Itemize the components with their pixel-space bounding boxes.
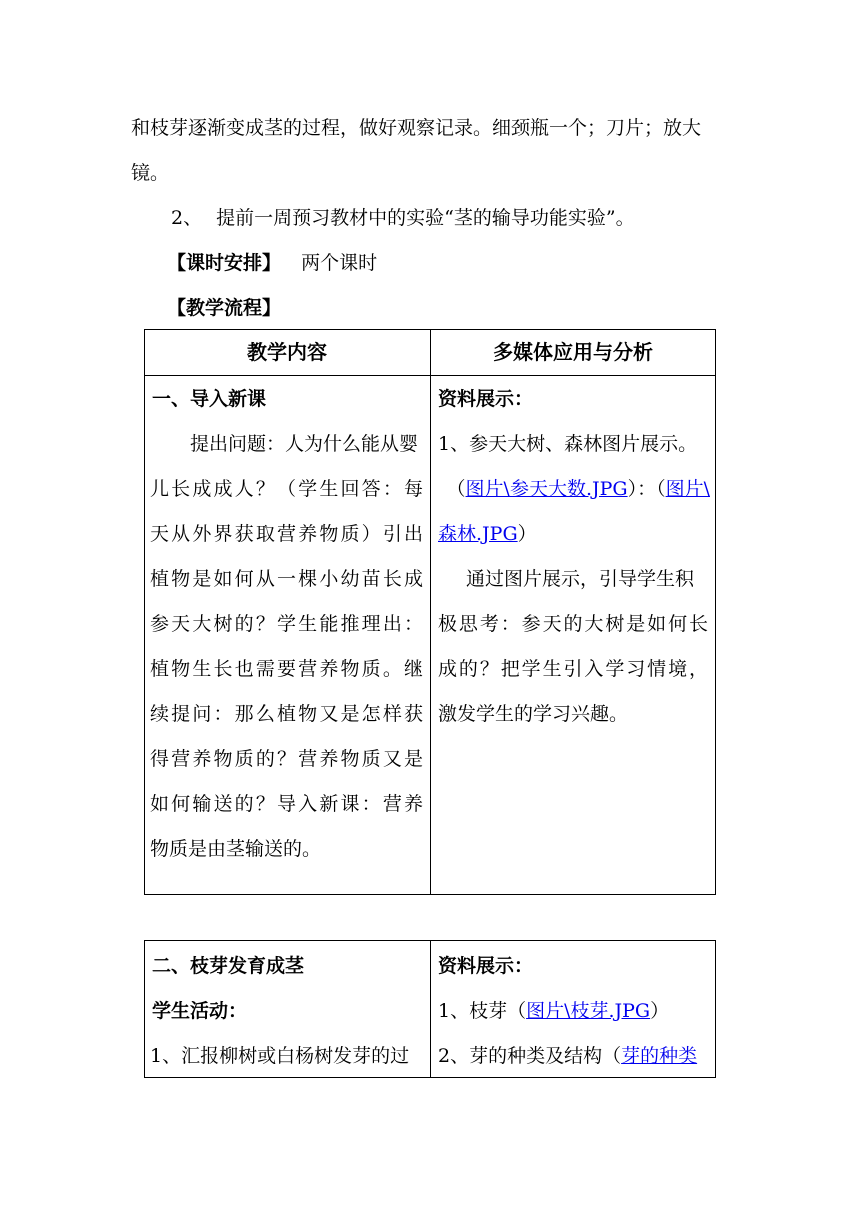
left-text-line: 儿长成成人？（学生回答：每 [150, 478, 423, 500]
left-text-line: 提出问题：人为什么能从婴 [190, 433, 419, 455]
resource-item-bud [438, 999, 669, 1023]
right-text-line: 通过图片展示，引导学生积 [466, 568, 695, 590]
table-header-content: 教学内容 [247, 340, 327, 364]
table-1-column-divider [430, 329, 431, 895]
link-tall-tree-image[interactable]: 图片\参天大数.JPG [465, 478, 628, 500]
table-1-header-divider [144, 375, 716, 376]
schedule-label: 【课时安排】 [167, 252, 282, 274]
item-number: 2、 [171, 207, 203, 229]
left-text-line: 天从外界获取营养物质）引出 [150, 523, 423, 545]
right-text-line: 极思考：参天的大树是如何长 [438, 613, 708, 635]
item-suffix: ） [650, 1000, 670, 1022]
schedule-value: 两个课时 [301, 252, 378, 274]
paren: ） [517, 523, 537, 545]
section-2-title: 二、枝芽发育成茎 [152, 955, 305, 977]
left-text-line: 续提问：那么植物又是怎样获 [150, 703, 423, 725]
intro-line-2: 镜。 [131, 162, 170, 184]
link-forest-image-part1[interactable]: 图片\ [665, 478, 710, 500]
section-1-title: 一、导入新课 [152, 388, 267, 410]
table-2-column-divider [430, 940, 431, 1078]
right-text-line: 成的？把学生引入学习情境， [438, 658, 708, 680]
left-text-line: 植物生长也需要营养物质。继 [150, 658, 423, 680]
intro-line-1: 和枝芽逐渐变成茎的过程，做好观察记录。细颈瓶一个；刀片；放大 [131, 117, 702, 139]
table-header-media: 多媒体应用与分析 [493, 340, 653, 364]
link-bud-image[interactable]: 图片\枝芽.JPG [526, 1000, 651, 1022]
resource-links-line-2 [438, 522, 537, 546]
left-text-line: 物质是由茎输送的。 [150, 838, 322, 860]
flow-label: 【教学流程】 [167, 297, 282, 319]
link-forest-image-part2[interactable]: 森林.JPG [438, 523, 518, 545]
student-activity-label: 学生活动： [152, 1000, 248, 1022]
resource-links-line [438, 477, 710, 501]
left-text-line: 植物是如何从一棵小幼苗长成 [150, 568, 423, 590]
resource-title-2: 资料展示： [438, 955, 534, 977]
item-prefix: 2、芽的种类及结构（ [438, 1045, 622, 1067]
resource-item-1: 1、参天大树、森林图片展示。 [438, 433, 698, 455]
right-text-line: 激发学生的学习兴趣。 [438, 703, 629, 725]
intro-item-2 [171, 206, 635, 230]
separator: ）：（ [627, 478, 666, 500]
item-prefix: 1、枝芽（ [438, 1000, 527, 1022]
link-bud-types[interactable]: 芽的种类 [621, 1045, 698, 1067]
resource-item-bud-types [438, 1044, 697, 1068]
left-text-line: 如何输送的？导入新课：营养 [150, 793, 423, 815]
activity-line-1: 1、汇报柳树或白杨树发芽的过 [150, 1045, 410, 1067]
paren: （ [446, 478, 466, 500]
schedule-line [167, 251, 377, 275]
resource-title: 资料展示： [438, 388, 534, 410]
left-text-line: 参天大树的？学生能推理出： [150, 613, 423, 635]
left-text-line: 得营养物质的？营养物质又是 [150, 748, 423, 770]
item-text: 提前一周预习教材中的实验“茎的输导功能实验”。 [216, 207, 635, 229]
